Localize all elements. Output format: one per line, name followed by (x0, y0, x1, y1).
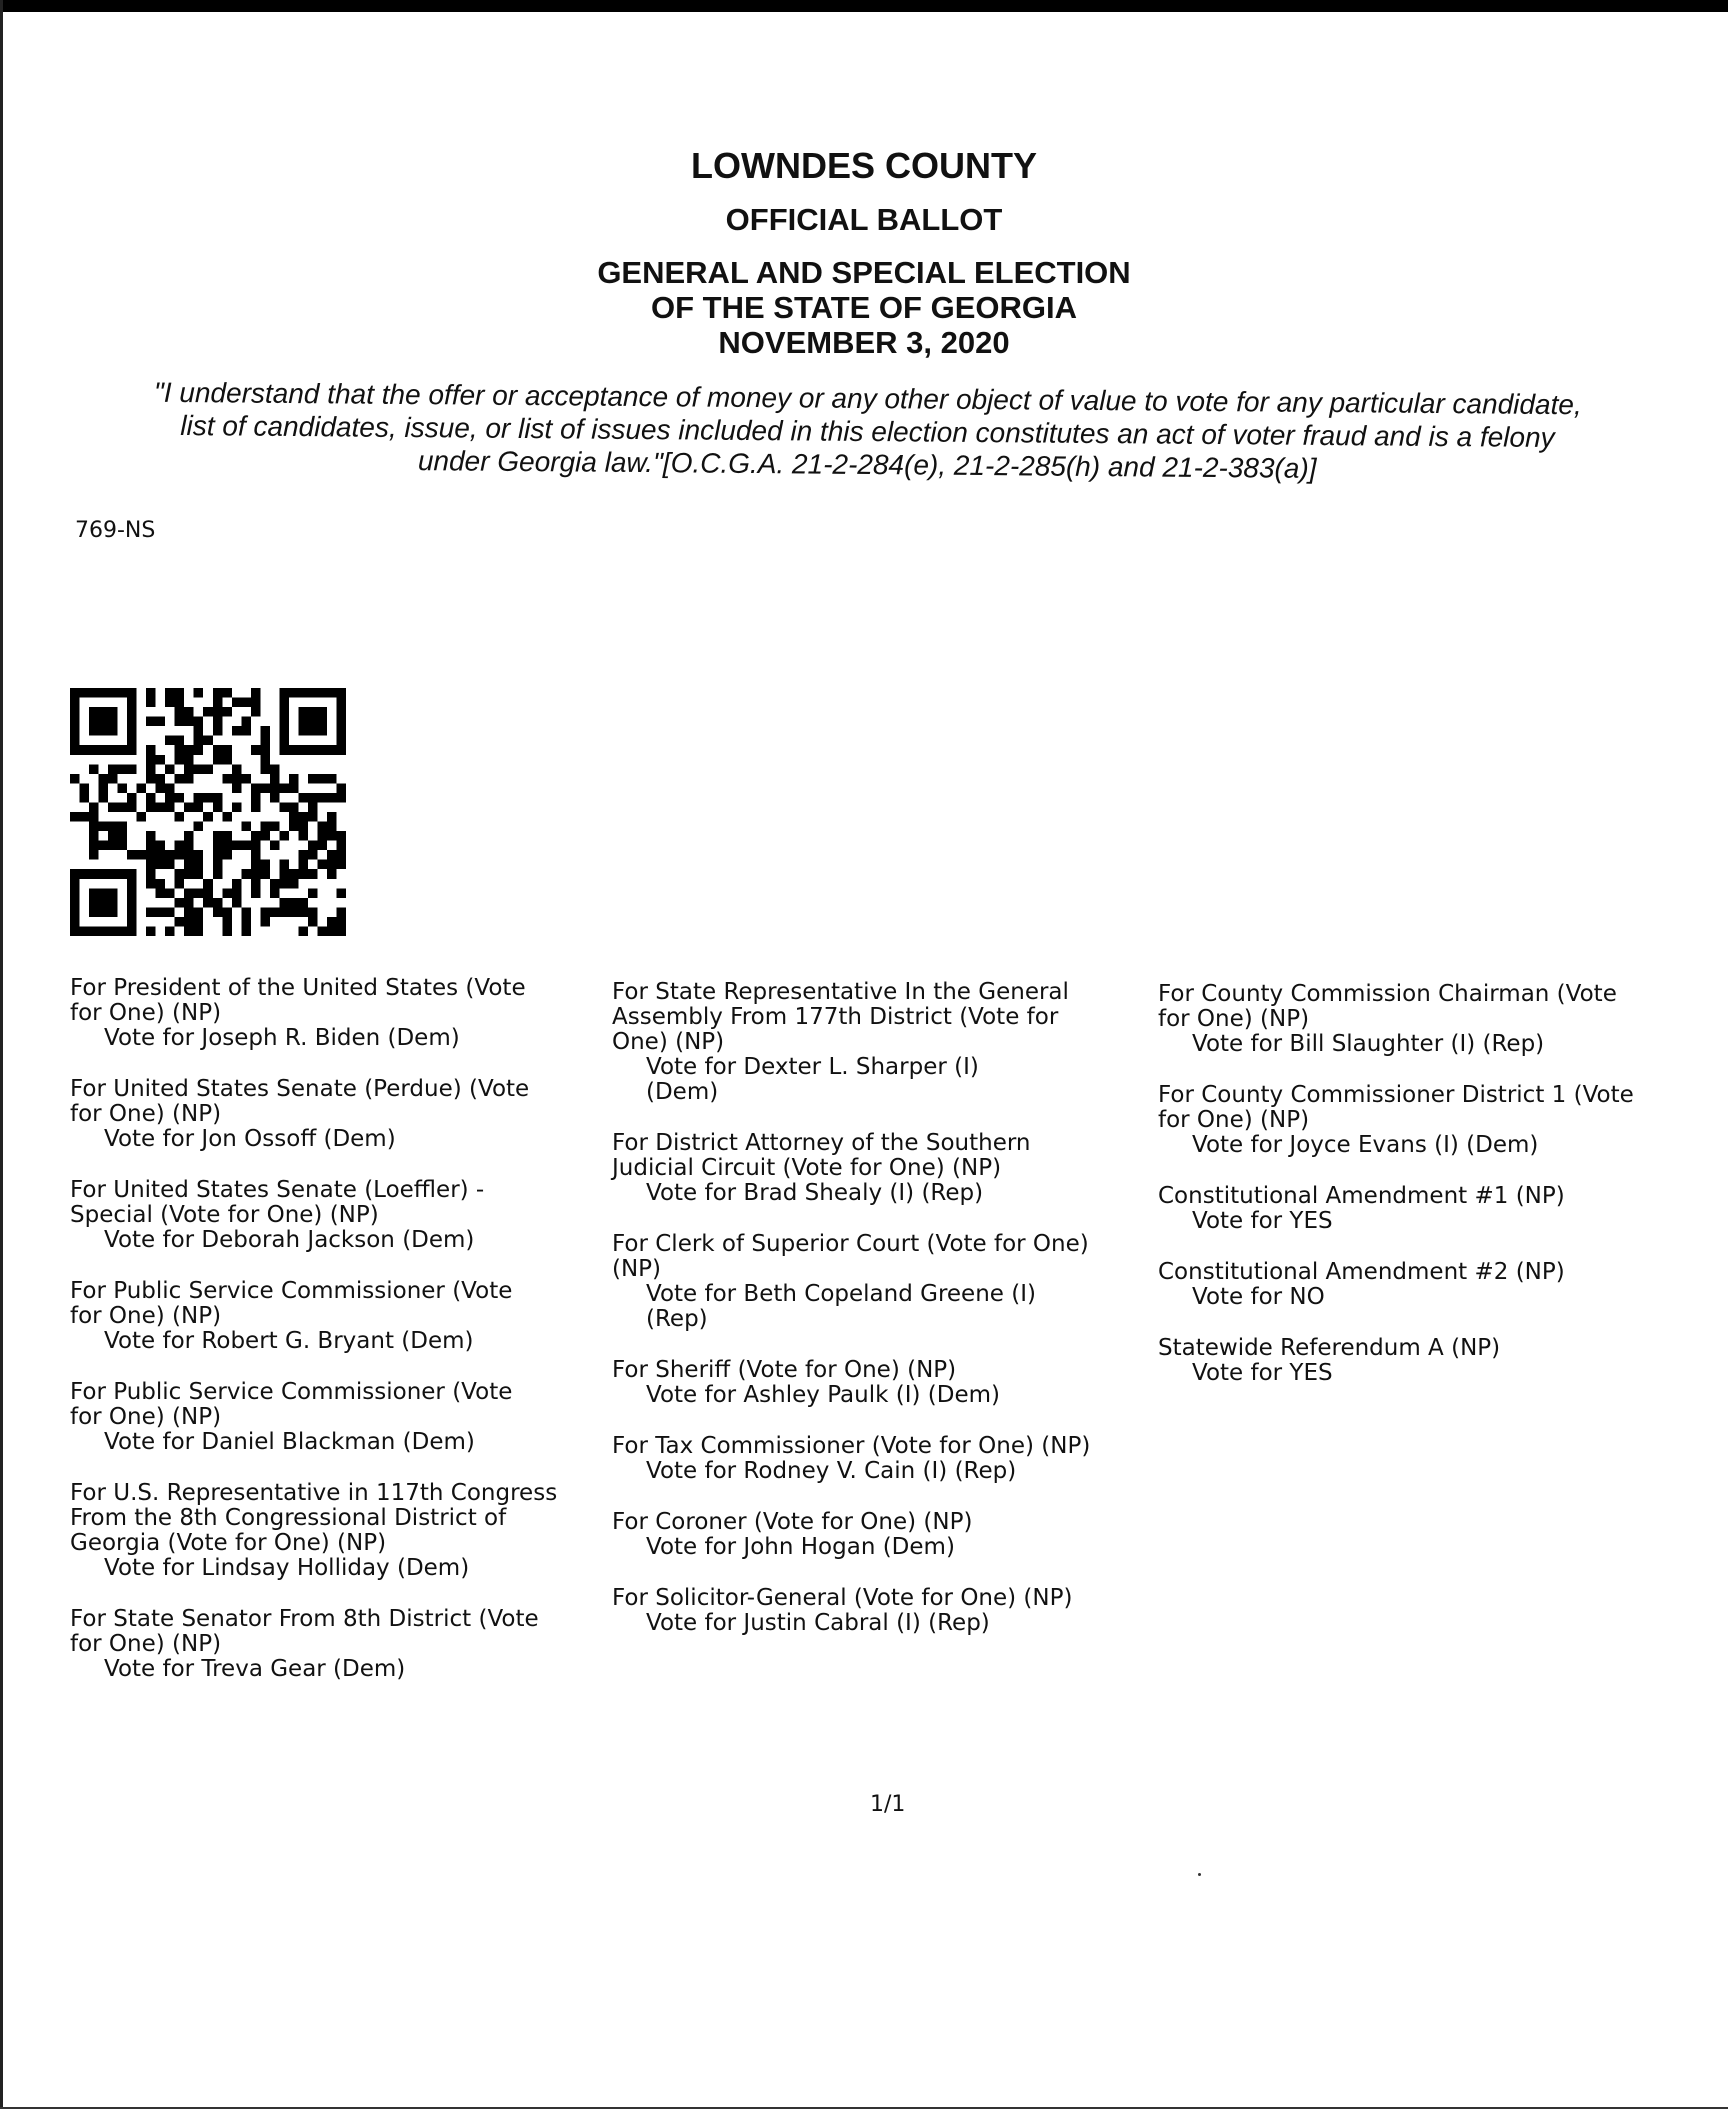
race-title: Statewide Referendum A (NP) (1158, 1335, 1501, 1361)
race-title: For United States Senate (Loeffler) - Special (Vote for One) (NP) (70, 1177, 485, 1228)
race-selection: Vote for Dexter L. Sharper (I) (Dem) (646, 1054, 979, 1105)
race-selection: Vote for Treva Gear (Dem) (104, 1656, 406, 1682)
race-selection: Vote for Deborah Jackson (Dem) (104, 1227, 475, 1253)
race-title: For Sheriff (Vote for One) (NP) (612, 1357, 957, 1383)
race-title: For County Commission Chairman (Vote for One) (NP) (1158, 981, 1617, 1032)
race-title: For County Commissioner District 1 (Vote for One) (NP) (1158, 1082, 1634, 1133)
race-item (70, 1380, 610, 1455)
race-item (70, 1279, 610, 1354)
race-selection: Vote for YES (1192, 1360, 1333, 1386)
race-title: For U.S. Representative in 117th Congress From the 8th Congressional District of Georgia (Vote for One) (NP) (70, 1480, 558, 1556)
race-item (1158, 1336, 1728, 1386)
race-title: For State Senator From 8th District (Vote for One) (NP) (70, 1606, 539, 1657)
race-selection: Vote for Brad Shealy (I) (Rep) (646, 1180, 984, 1206)
scan-top-border (0, 0, 1728, 12)
race-item (612, 1586, 1157, 1636)
race-selection: Vote for Jon Ossoff (Dem) (104, 1126, 396, 1152)
voter-fraud-oath (90, 375, 1646, 488)
race-item (1158, 982, 1728, 1057)
race-item (1158, 1184, 1728, 1234)
race-title: For Coroner (Vote for One) (NP) (612, 1509, 973, 1535)
race-title: For Public Service Commissioner (Vote for One) (NP) (70, 1278, 513, 1329)
race-title: For Solicitor-General (Vote for One) (NP) (612, 1585, 1073, 1611)
ballot-column-3 (1158, 982, 1728, 1412)
race-selection: Vote for Joyce Evans (I) (Dem) (1192, 1132, 1539, 1158)
race-item (70, 1077, 610, 1152)
race-item (612, 1510, 1157, 1560)
race-title: Constitutional Amendment #1 (NP) (1158, 1183, 1565, 1209)
race-selection: Vote for Bill Slaughter (I) (Rep) (1192, 1031, 1545, 1057)
race-title: For State Representative In the General Assembly From 177th District (Vote for One) (NP) (612, 979, 1069, 1055)
race-title: For Tax Commissioner (Vote for One) (NP) (612, 1433, 1091, 1459)
qr-code-icon (70, 688, 346, 936)
oath-line-1: "I understand that the offer or acceptance of money or any other object of value to vote for any particular candidate, (153, 376, 1582, 421)
race-item (70, 1178, 610, 1253)
race-selection: Vote for Ashley Paulk (I) (Dem) (646, 1382, 1000, 1408)
race-item (612, 1358, 1157, 1408)
race-selection: Vote for Joseph R. Biden (Dem) (104, 1025, 460, 1051)
race-item (70, 1607, 610, 1682)
ballot-column-2 (612, 980, 1157, 1662)
election-line-2: OF THE STATE OF GEORGIA (651, 290, 1077, 325)
election-date: NOVEMBER 3, 2020 (718, 325, 1010, 360)
race-selection: Vote for Daniel Blackman (Dem) (104, 1429, 475, 1455)
ballot-style-code: 769-NS (75, 518, 156, 543)
race-item (612, 980, 1157, 1105)
race-selection: Vote for YES (1192, 1208, 1333, 1234)
race-item (612, 1434, 1157, 1484)
ballot-column-1 (70, 976, 610, 1708)
race-selection: Vote for Justin Cabral (I) (Rep) (646, 1610, 990, 1636)
election-title (0, 255, 1728, 360)
race-item (1158, 1083, 1728, 1158)
oath-line-3: under Georgia law."[O.C.G.A. 21-2-284(e), 21-2-285(h) and 21-2-383(a)] (417, 445, 1317, 484)
oath-line-2: list of candidates, issue, or list of issues included in this election constitutes an act of voter fraud and is a felony (180, 410, 1555, 453)
race-selection: Vote for Beth Copeland Greene (I) (Rep) (646, 1281, 1036, 1332)
page-number: 1/1 (870, 1792, 906, 1817)
race-title: For Clerk of Superior Court (Vote for One) (NP) (612, 1231, 1089, 1282)
race-title: For District Attorney of the Southern Judicial Circuit (Vote for One) (NP) (612, 1130, 1031, 1181)
race-selection: Vote for John Hogan (Dem) (646, 1534, 955, 1560)
ballot-title: OFFICIAL BALLOT (725, 202, 1003, 237)
race-selection: Vote for Robert G. Bryant (Dem) (104, 1328, 474, 1354)
race-selection: Vote for Lindsay Holliday (Dem) (104, 1555, 470, 1581)
scan-speck (1198, 1873, 1201, 1876)
race-title: Constitutional Amendment #2 (NP) (1158, 1259, 1565, 1285)
race-item (70, 1481, 610, 1581)
race-item (70, 976, 610, 1051)
race-title: For Public Service Commissioner (Vote for One) (NP) (70, 1379, 513, 1430)
race-title: For President of the United States (Vote for One) (NP) (70, 975, 526, 1026)
county-title: LOWNDES COUNTY (691, 145, 1037, 186)
race-item (1158, 1260, 1728, 1310)
race-title: For United States Senate (Perdue) (Vote for One) (NP) (70, 1076, 530, 1127)
race-selection: Vote for Rodney V. Cain (I) (Rep) (646, 1458, 1017, 1484)
race-item (612, 1131, 1157, 1206)
race-selection: Vote for NO (1192, 1284, 1325, 1310)
election-line-1: GENERAL AND SPECIAL ELECTION (597, 255, 1131, 290)
race-item (612, 1232, 1157, 1332)
